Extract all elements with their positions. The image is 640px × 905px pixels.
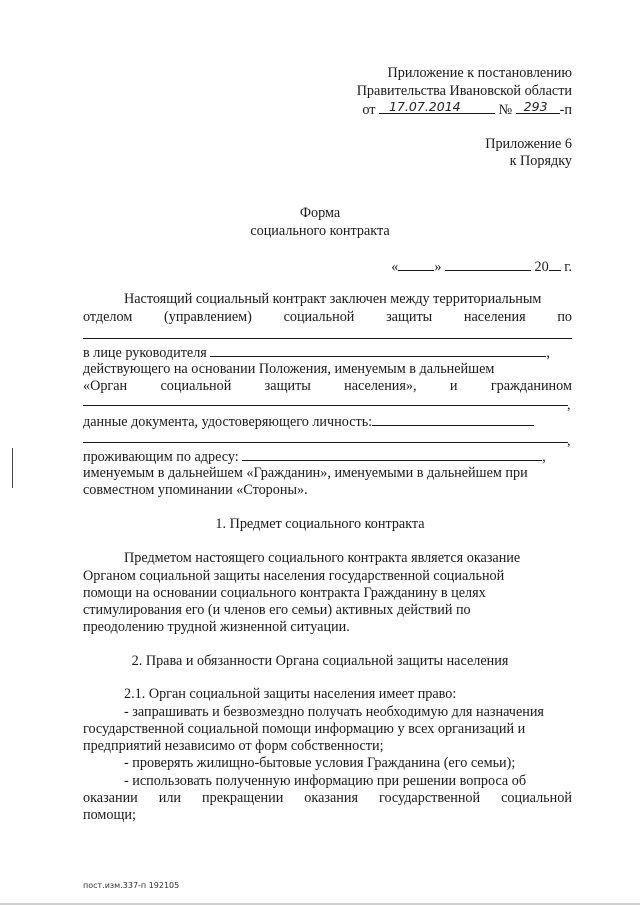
word: социальной: [501, 790, 572, 806]
text: стимулирования его (и членов его семьи) активных действий по: [83, 602, 471, 618]
intro-line-5: [83, 378, 572, 395]
section-1-line-2: [83, 568, 572, 585]
bullet-3-line-3: помощи;: [83, 807, 136, 823]
head-field: [210, 344, 546, 357]
bullet-1-line-3: предприятий независимо от форм собственности;: [83, 738, 384, 754]
year-suffix: г.: [564, 259, 572, 275]
to-order: к Порядку: [509, 153, 572, 169]
address-label: проживающим по адресу:: [83, 449, 239, 465]
section-1-line-4: [83, 602, 572, 619]
open-quote: «: [391, 259, 399, 275]
section-2-heading: 2. Права и обязанности Органа социальной защиты населения: [131, 653, 509, 669]
address-field: [242, 448, 542, 461]
date-field: [379, 101, 495, 114]
header-government-line: Правительства Ивановской области: [356, 83, 572, 99]
intro-line-6: [83, 413, 534, 431]
section-1-line-1: Предметом настоящего социального контракта является оказание: [124, 550, 521, 566]
word: социальной: [283, 309, 355, 325]
header-date-number-line: [362, 101, 572, 119]
bullet-1-line-1: - запрашивать и безвозмездно получать необходимую для назначения: [124, 704, 544, 720]
word: (управлением): [164, 309, 252, 325]
comma: ,: [567, 398, 571, 413]
word: населения: [463, 309, 526, 325]
number-label: №: [498, 102, 513, 118]
handwritten-date: 17.07.2014: [389, 99, 461, 114]
word: отделом: [83, 309, 133, 325]
year-field: [549, 258, 561, 271]
appendix-6: Приложение 6: [485, 136, 572, 152]
word: по: [557, 309, 572, 325]
text: действующего на основании Положения, именуемым в дальнейшем: [83, 361, 495, 377]
intro-line-7: проживающим по адресу: ,: [83, 449, 546, 465]
intro-line-4: [83, 361, 572, 378]
contract-date-line: [391, 258, 572, 276]
bullet-3-line-2: [83, 790, 572, 807]
text: именуемым в дальнейшем «Гражданин», именуемыми в дальнейшем при: [83, 465, 528, 481]
intro-line-9: совместном упоминании «Стороны».: [83, 482, 308, 498]
bullet-1-line-2: [83, 721, 572, 738]
intro-line-8: [83, 465, 572, 482]
comma: ,: [567, 434, 571, 449]
word: государственной: [378, 790, 481, 806]
close-quote: »: [434, 259, 442, 275]
word: защиты: [386, 309, 433, 325]
word: или: [158, 790, 182, 806]
intro-line-2: [83, 309, 572, 326]
word: защиты: [264, 378, 311, 394]
header-appendix-line: Приложение к постановлению: [387, 65, 572, 81]
number-suffix: -п: [559, 102, 572, 118]
section-1-heading: 1. Предмет социального контракта: [215, 516, 425, 532]
text: помощи на основании социального контракта Гражданину в целях: [83, 585, 486, 601]
word: и: [449, 378, 458, 394]
intro-line-3: в лице руководителя ,: [83, 345, 550, 361]
word: социальной: [160, 378, 232, 394]
day-field: [398, 258, 434, 271]
blank-line-id-doc: [83, 442, 568, 443]
blank-line-department: [83, 338, 572, 339]
text: Органом социальной защиты населения государственной социальной: [83, 568, 505, 584]
section-1-line-5: преодолению трудной жизненной ситуации.: [83, 619, 350, 635]
section-2-1-title: 2.1. Орган социальной защиты населения имеет право:: [124, 686, 457, 702]
margin-scan-mark: [12, 448, 13, 488]
word: гражданином: [490, 378, 572, 394]
blank-line-citizen: [83, 405, 568, 406]
handwritten-number: 293: [523, 99, 548, 114]
text: государственной социальной помощи информацию у всех организаций и: [83, 721, 526, 737]
bullet-3-line-1: - использовать полученную информацию при решении вопроса об: [124, 773, 527, 789]
year-prefix: 20: [534, 259, 549, 275]
form-subtitle: социального контракта: [250, 223, 390, 239]
section-1-line-3: [83, 585, 572, 602]
bullet-2: - проверять жилищно-бытовые условия Гражданина (его семьи);: [124, 755, 516, 771]
number-field: [516, 101, 560, 114]
word: оказании: [83, 790, 138, 806]
month-field: [445, 258, 531, 271]
word: прекращении: [202, 790, 284, 806]
id-doc-label: данные документа, удостоверяющего личность:: [83, 414, 373, 430]
from-label: от: [362, 102, 376, 118]
form-title: Форма: [299, 205, 341, 221]
id-doc-field: [372, 413, 534, 426]
head-label: в лице руководителя: [83, 345, 207, 361]
intro-line-1: Настоящий социальный контракт заключен между территориальным: [124, 291, 542, 307]
word: «Орган: [83, 378, 128, 394]
footer-code: пост.изм.337-п 192105: [83, 881, 180, 890]
word: оказания: [304, 790, 358, 806]
word: населения»,: [344, 378, 417, 394]
